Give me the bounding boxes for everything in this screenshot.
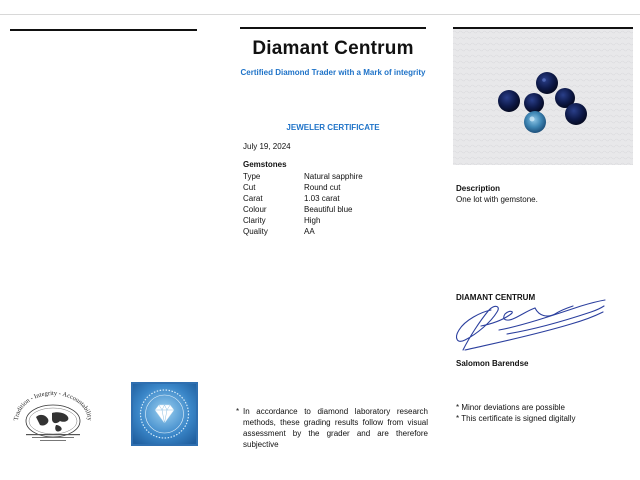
gem-row-cut: [243, 182, 433, 193]
gemstones-heading: Gemstones: [243, 160, 287, 169]
sapphire-stone: [536, 72, 558, 94]
brand-tagline: Certified Diamond Trader with a Mark of integrity: [240, 68, 426, 77]
certificate-date: July 19, 2024: [243, 142, 291, 151]
gem-label: Carat: [243, 194, 263, 203]
center-column-rule: [240, 27, 426, 29]
gem-label: Type: [243, 172, 261, 181]
disclaimer-bullet: *: [236, 407, 240, 416]
gem-label: Quality: [243, 227, 268, 236]
signature-name: Salomon Barendse: [456, 359, 529, 368]
sapphire-stone: [524, 93, 544, 113]
integrity-seal-logo: [8, 385, 98, 445]
gem-value: Beautiful blue: [304, 205, 353, 214]
gem-row-colour: [243, 204, 433, 215]
gem-value: Round cut: [304, 183, 341, 192]
description-text: One lot with gemstone.: [456, 195, 538, 204]
top-border-line: [0, 14, 640, 15]
gem-label: Clarity: [243, 216, 266, 225]
gem-value: Natural sapphire: [304, 172, 363, 181]
gem-row-quality: [243, 226, 433, 237]
gem-label: Colour: [243, 205, 267, 214]
gem-value: 1.03 carat: [304, 194, 340, 203]
gem-row-type: [243, 171, 433, 182]
brand-title: Diamant Centrum: [252, 38, 414, 59]
description-heading: Description: [456, 184, 501, 193]
grading-disclaimer: [236, 406, 428, 450]
gem-label: Cut: [243, 183, 256, 192]
sapphire-stone: [565, 103, 587, 125]
signature-company: DIAMANT CENTRUM: [456, 293, 536, 302]
certificate-notes: [456, 402, 575, 424]
diamond-badge-logo: [131, 382, 198, 446]
gem-row-carat: [243, 193, 433, 204]
light-blue-stone: [524, 111, 546, 133]
left-column-rule: [10, 29, 197, 31]
disclaimer-text: In accordance to diamond laboratory research methods, these grading results follow from visual assessment by the grader and are therefore subjective: [243, 407, 428, 449]
handwritten-signature: [451, 296, 611, 358]
svg-text:Tradition - Integrity - Accoun: Tradition - Integrity - Accountability: [12, 389, 94, 422]
gemstone-photo-graphic: [453, 29, 633, 165]
sapphire-stone: [498, 90, 520, 112]
gem-value: AA: [304, 227, 315, 236]
gem-value: High: [304, 216, 321, 225]
certificate-title: JEWELER CERTIFICATE: [286, 123, 380, 132]
gemstone-photo: [453, 29, 633, 165]
gemstones-section: [243, 160, 433, 237]
gem-row-clarity: [243, 215, 433, 226]
note-minor-deviations: * Minor deviations are possible: [456, 403, 565, 412]
note-signed-digitally: * This certificate is signed digitally: [456, 414, 576, 423]
